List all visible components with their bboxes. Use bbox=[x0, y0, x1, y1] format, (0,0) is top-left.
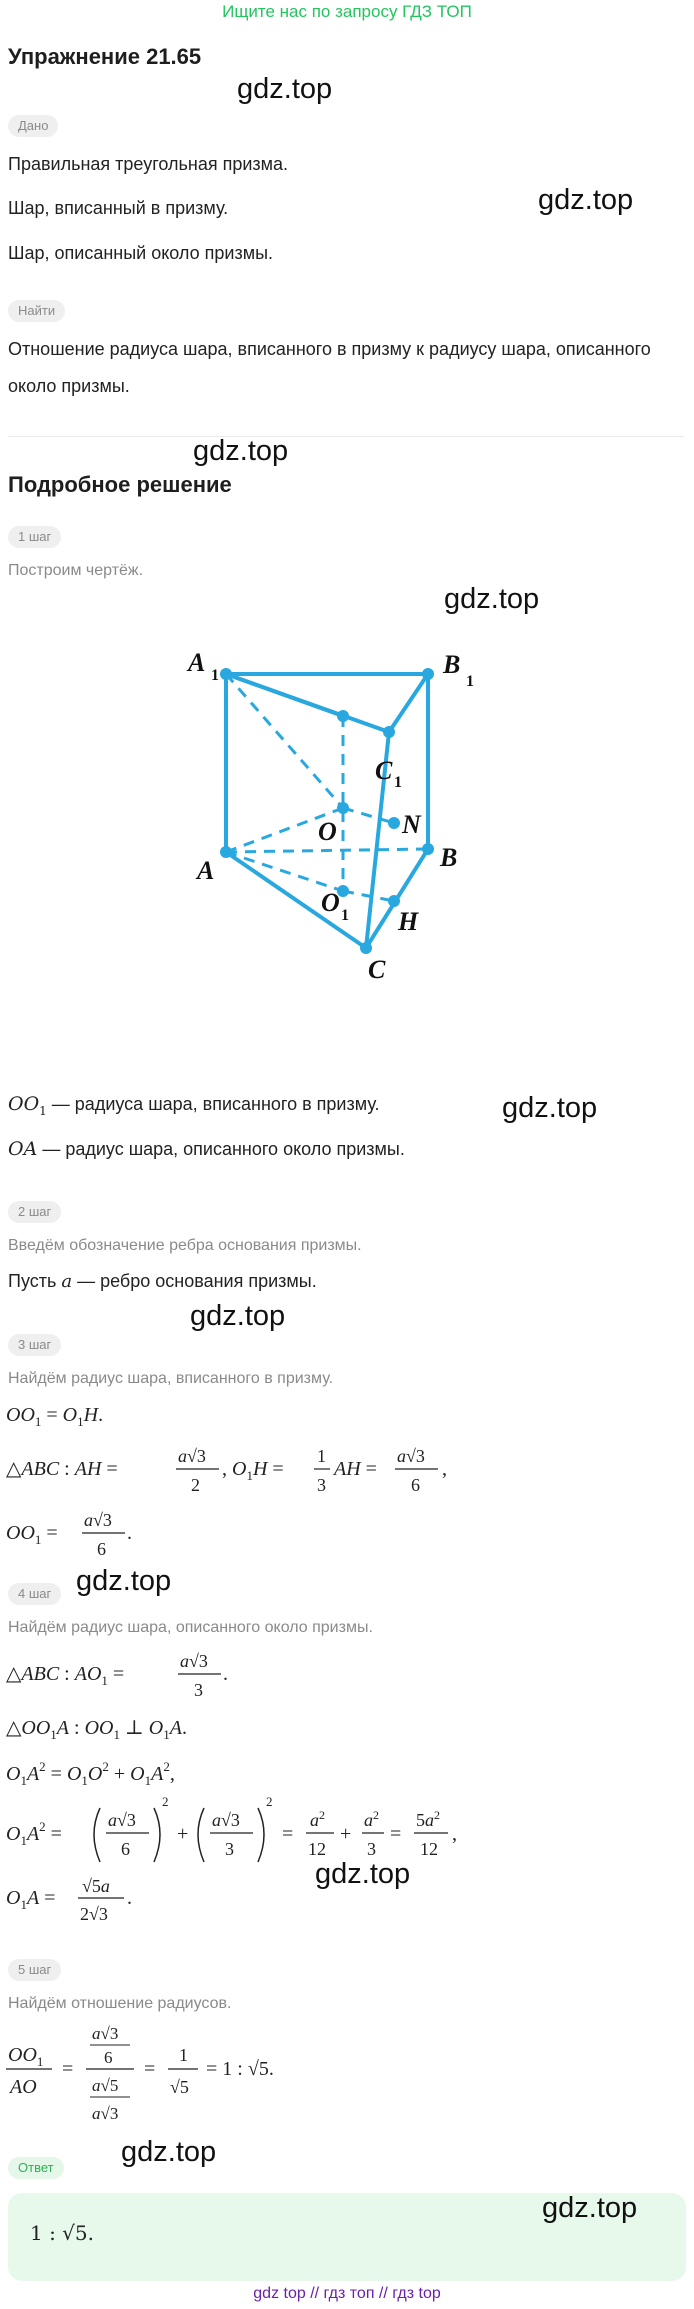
svg-text:= 1 : √5.: = 1 : √5. bbox=[206, 2058, 274, 2080]
watermark-2: gdz.top bbox=[538, 184, 634, 216]
svg-text:=: = bbox=[390, 1823, 402, 1845]
solution-title: Подробное решение bbox=[8, 472, 232, 497]
svg-text:OO1: $OO_1$ bbox=[8, 2044, 44, 2069]
watermark-10: gdz.top bbox=[542, 2192, 638, 2224]
svg-text:a√3: a√3 bbox=[178, 1446, 206, 1466]
step-3-badge: 3 шаг bbox=[8, 1334, 61, 1356]
svg-text:△ABC : AO1 =: △ABC : $AO_1$ = bbox=[6, 1663, 125, 1688]
step-2-badge: 2 шаг bbox=[8, 1201, 61, 1223]
watermark-8: gdz.top bbox=[315, 1858, 411, 1890]
step-1-line-2: OA — радиус шара, описанного около призмы. bbox=[8, 1138, 405, 1160]
page-title: Упражнение 21.65 bbox=[8, 44, 202, 69]
svg-text:=: = bbox=[62, 2058, 74, 2080]
watermark-5: gdz.top bbox=[502, 1092, 598, 1124]
watermark-4: gdz.top bbox=[444, 583, 540, 615]
step-4-text: Найдём радиус шара, описанного около призмы. bbox=[8, 1619, 373, 1636]
svg-text:1: 1 bbox=[179, 2045, 188, 2065]
svg-text:a2: $a^2$ bbox=[364, 1808, 379, 1830]
given-line-1: Правильная треугольная призма. bbox=[8, 154, 289, 174]
label-a1: A bbox=[188, 648, 206, 677]
svg-text:2: 2 bbox=[162, 1794, 169, 1809]
step-4-formulas bbox=[0, 1640, 694, 1940]
svg-text:√5: √5 bbox=[170, 2077, 189, 2097]
svg-text:OO1 =: $OO_1$ = bbox=[6, 1522, 58, 1547]
label-b: B bbox=[440, 843, 458, 872]
svg-text:O1A2 =: $O_1A^2$ = bbox=[6, 1819, 62, 1848]
step-5-formula bbox=[0, 2015, 694, 2135]
svg-text:√5a: √5a bbox=[82, 1876, 110, 1896]
svg-text:2: 2 bbox=[191, 1475, 200, 1495]
svg-text:.: . bbox=[127, 1522, 132, 1544]
svg-text:2√3: 2√3 bbox=[80, 1904, 108, 1924]
step-3-formulas bbox=[0, 1395, 694, 1560]
svg-text:a2: $a^2$ bbox=[310, 1808, 325, 1830]
svg-text:a√3: a√3 bbox=[92, 2024, 119, 2043]
step-2-text: Введём обозначение ребра основания призмы. bbox=[8, 1237, 362, 1254]
svg-text:2: 2 bbox=[266, 1794, 273, 1809]
svg-text:6: 6 bbox=[121, 1839, 130, 1859]
label-o: O bbox=[318, 817, 337, 846]
step-1-text: Построим чертёж. bbox=[8, 562, 144, 579]
svg-text:3: 3 bbox=[225, 1839, 234, 1859]
label-a1-sub: 1 bbox=[211, 667, 219, 684]
label-o1-sub: 1 bbox=[341, 907, 349, 924]
svg-text:.: . bbox=[223, 1663, 228, 1685]
step-5-badge: 5 шаг bbox=[8, 1959, 61, 1981]
svg-text:△ABC : AH =: △ABC : AH = bbox=[6, 1458, 118, 1480]
watermark-6: gdz.top bbox=[190, 1300, 286, 1332]
svg-text:6: 6 bbox=[411, 1475, 420, 1495]
svg-text:3: 3 bbox=[194, 1680, 203, 1700]
step-1-line-1: $OO_1$ — радиуса шара, вписанного в призму. bbox=[8, 1093, 380, 1118]
svg-text:a√3: a√3 bbox=[180, 1651, 208, 1671]
label-c1: C bbox=[375, 756, 393, 785]
given-line-3: Шар, описанный около призмы. bbox=[8, 243, 274, 263]
find-line-1: Отношение радиуса шара, вписанного в призму к радиусу шара, описанного bbox=[8, 339, 651, 359]
step-1-badge: 1 шаг bbox=[8, 526, 61, 548]
svg-text:=: = bbox=[144, 2058, 156, 2080]
watermark-3: gdz.top bbox=[193, 435, 289, 467]
svg-text:,: , bbox=[452, 1823, 457, 1845]
svg-text:6: 6 bbox=[97, 1539, 106, 1559]
step-4-badge: 4 шаг bbox=[8, 1583, 61, 1605]
svg-text:O1A2 = O1O2 + O1A2,: $O_1A^2 = O_1O^2 + O_1A^2$, bbox=[6, 1759, 175, 1788]
svg-text:=: = bbox=[282, 1823, 294, 1845]
svg-text:a√3: a√3 bbox=[92, 2104, 119, 2123]
svg-text:a√5: a√5 bbox=[92, 2076, 119, 2095]
svg-text:AH =: AH = bbox=[334, 1458, 377, 1480]
footer-links[interactable]: gdz top // гдз топ // гдз top bbox=[253, 2285, 441, 2302]
watermark-1: gdz.top bbox=[237, 73, 333, 105]
label-c: C bbox=[368, 955, 386, 984]
label-c1-sub: 1 bbox=[394, 774, 402, 791]
answer-value: 1 : √5. bbox=[30, 2221, 95, 2245]
svg-text:+: + bbox=[340, 1823, 352, 1845]
svg-text:AO: AO bbox=[10, 2076, 37, 2098]
search-banner[interactable]: Ищите нас по запросу ГДЗ ТОП bbox=[222, 2, 472, 21]
svg-text:a√3: a√3 bbox=[397, 1446, 425, 1466]
svg-text:5a2: $5a^2$ bbox=[416, 1808, 440, 1830]
svg-text:1: 1 bbox=[317, 1446, 326, 1466]
answer-badge: Ответ bbox=[8, 2157, 64, 2179]
svg-text:6: 6 bbox=[104, 2048, 113, 2067]
find-line-2: около призмы. bbox=[8, 376, 130, 396]
svg-text:3: 3 bbox=[367, 1839, 376, 1859]
svg-text:12: 12 bbox=[308, 1839, 326, 1859]
step-3-text: Найдём радиус шара, вписанного в призму. bbox=[8, 1370, 334, 1387]
label-o1: O bbox=[321, 888, 340, 917]
svg-text:,: , bbox=[442, 1458, 447, 1480]
step-5-text: Найдём отношение радиусов. bbox=[8, 1995, 232, 2012]
step-2-line: Пусть a — ребро основания призмы. bbox=[8, 1271, 317, 1292]
svg-text:a√3: a√3 bbox=[84, 1510, 112, 1530]
given-line-2: Шар, вписанный в призму. bbox=[8, 198, 229, 218]
svg-text:12: 12 bbox=[420, 1839, 438, 1859]
svg-text:OO1 = O1H.: $OO_1 = O_1H$. bbox=[6, 1404, 104, 1429]
svg-text:a√3: a√3 bbox=[212, 1810, 240, 1830]
find-badge: Найти bbox=[8, 300, 65, 322]
prism-figure bbox=[0, 0, 694, 1000]
svg-text:△OO1A : OO1 ⊥ O1A.: $\triangle OO_1A$ : $OO_1$ ⊥ $O_1A$. bbox=[6, 1717, 187, 1742]
given-badge: Дано bbox=[8, 115, 58, 137]
svg-text:, O1H =: , $O_1H$ = bbox=[222, 1458, 284, 1483]
svg-text:.: . bbox=[127, 1887, 132, 1909]
svg-text:3: 3 bbox=[317, 1475, 326, 1495]
label-b1: B bbox=[443, 650, 461, 679]
label-b1-sub: 1 bbox=[466, 673, 474, 690]
svg-text:a√3: a√3 bbox=[108, 1810, 136, 1830]
watermark-9: gdz.top bbox=[121, 2136, 217, 2168]
watermark-7: gdz.top bbox=[76, 1565, 172, 1597]
svg-text:O1A =: $O_1A$ = bbox=[6, 1887, 56, 1912]
label-n: N bbox=[402, 810, 421, 839]
svg-text:+: + bbox=[177, 1823, 189, 1845]
label-a: A bbox=[197, 856, 215, 885]
label-h: H bbox=[398, 907, 419, 936]
